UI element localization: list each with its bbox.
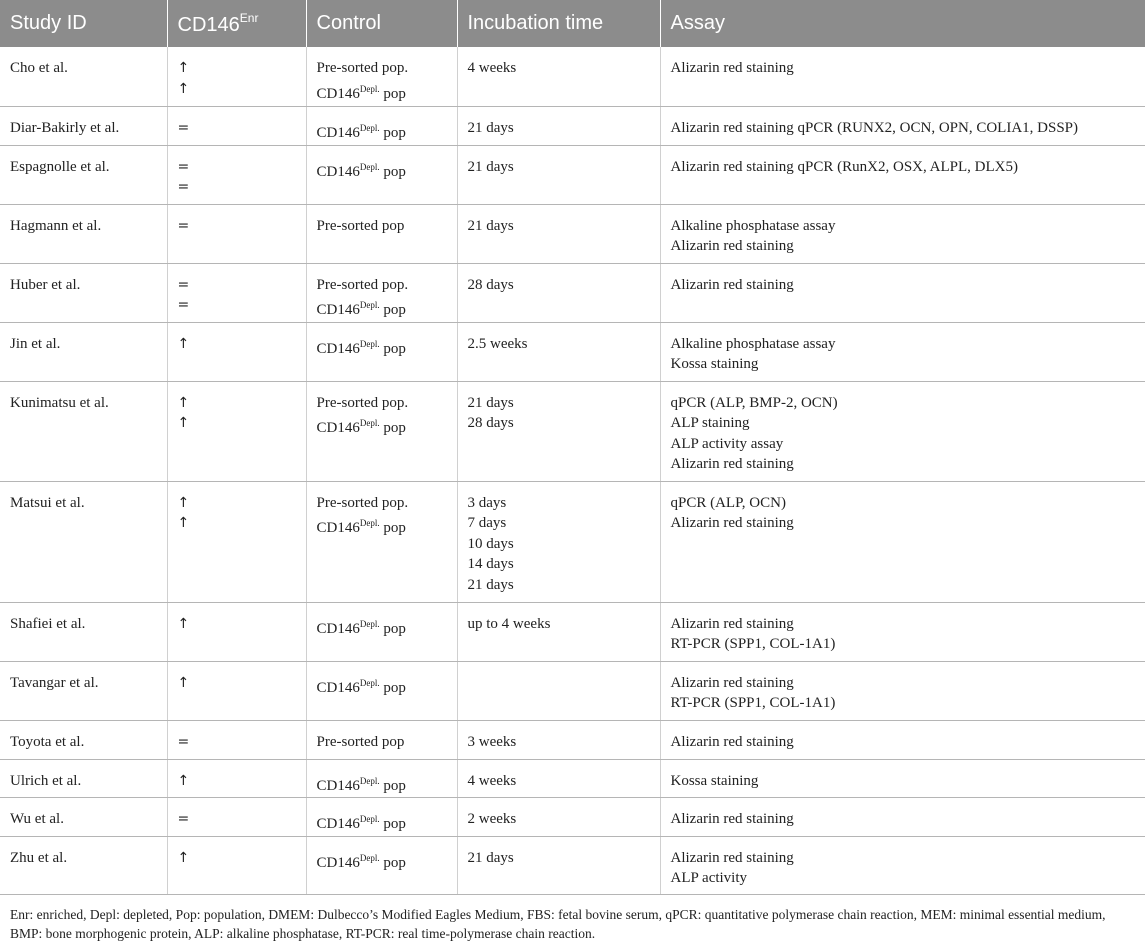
control-line xyxy=(317,334,447,360)
table-row xyxy=(0,381,1145,481)
study-name: Hagmann et al. xyxy=(10,217,102,234)
control-text: CD146 xyxy=(316,302,360,318)
control-line xyxy=(317,79,447,105)
study-name: Cho et al. xyxy=(10,60,68,76)
cell-incubation-time xyxy=(457,322,660,381)
assay-value: ALP activity xyxy=(670,870,748,886)
cell-assay xyxy=(660,797,1145,836)
cell-study-id xyxy=(0,720,167,759)
incubation-value: 10 days xyxy=(467,535,514,552)
table-row xyxy=(0,106,1145,145)
control-line xyxy=(317,493,447,514)
enrichment-symbol: ↑ xyxy=(177,515,190,531)
cell-control xyxy=(306,797,457,836)
enrichment-symbol: = xyxy=(177,119,190,136)
control-suffix: pop xyxy=(379,620,406,637)
control-line xyxy=(317,58,447,79)
enrichment-symbol: = xyxy=(177,297,190,313)
cell-cd146-enr xyxy=(167,481,306,602)
cell-incubation-time xyxy=(457,263,660,322)
depl-superscript: Depl. xyxy=(359,852,380,863)
assay-value: qPCR (ALP, BMP-2, OCN) xyxy=(670,394,838,411)
cell-study-id xyxy=(0,381,167,481)
control-line xyxy=(317,216,447,237)
cell-cd146-enr xyxy=(167,381,306,481)
study-name: Kunimatsu et al. xyxy=(10,394,109,411)
cell-incubation-time xyxy=(457,759,660,797)
cell-incubation-time xyxy=(457,47,660,106)
control-text: CD146 xyxy=(316,340,360,357)
cell-assay xyxy=(660,836,1145,894)
cell-control xyxy=(306,263,457,322)
table-row xyxy=(0,836,1145,894)
header-incubation-time: Incubation time xyxy=(457,0,660,47)
depl-superscript: Depl. xyxy=(359,418,380,428)
table-row xyxy=(0,661,1145,720)
study-name: Diar-Bakirly et al. xyxy=(10,119,120,136)
control-line xyxy=(317,513,447,539)
cell-study-id xyxy=(0,106,167,145)
cell-control xyxy=(306,106,457,145)
cell-assay xyxy=(660,145,1145,204)
table-row xyxy=(0,204,1145,263)
enrichment-symbol: = xyxy=(177,158,190,175)
incubation-value: up to 4 weeks xyxy=(467,615,551,632)
cell-assay xyxy=(660,481,1145,602)
cell-incubation-time xyxy=(457,836,660,894)
control-text: CD146 xyxy=(316,777,360,794)
enrichment-symbol: ↑ xyxy=(177,772,190,789)
incubation-value: 3 days xyxy=(467,494,507,511)
control-line xyxy=(317,413,447,439)
control-line xyxy=(317,275,447,296)
assay-value: Alizarin red staining xyxy=(670,60,794,76)
cell-study-id xyxy=(0,661,167,720)
incubation-value: 7 days xyxy=(467,515,507,531)
cell-incubation-time xyxy=(457,481,660,602)
assay-value: RT-PCR (SPP1, COL-1A1) xyxy=(670,636,836,652)
depl-superscript: Depl. xyxy=(359,338,380,349)
depl-superscript: Depl. xyxy=(359,518,380,528)
control-line xyxy=(317,848,447,874)
enrichment-symbol: = xyxy=(177,810,190,827)
study-name: Toyota et al. xyxy=(10,733,85,750)
cell-cd146-enr xyxy=(167,145,306,204)
incubation-value: 21 days xyxy=(467,158,514,175)
cell-study-id xyxy=(0,263,167,322)
cell-control xyxy=(306,322,457,381)
study-name: Huber et al. xyxy=(10,276,81,293)
study-name: Tavangar et al. xyxy=(10,674,99,691)
incubation-value: 21 days xyxy=(467,394,514,411)
incubation-value: 28 days xyxy=(467,276,514,293)
control-text: Pre-sorted pop. xyxy=(316,60,409,76)
table-footnote: Enr: enriched, Depl: depleted, Pop: population, DMEM: Dulbecco’s Modified Eagles Medium, FBS: fetal bovine serum, qPCR: quantitative polymerase chain reaction, MEM: minimal essential medium, BMP: bone morphogenic protein, ALP: alkaline phosphatase, RT-PCR: real time-polymerase chain reaction. xyxy=(10,907,1106,941)
table-row xyxy=(0,145,1145,204)
study-name: Matsui et al. xyxy=(10,494,85,511)
incubation-value: 28 days xyxy=(467,415,514,431)
cell-control xyxy=(306,661,457,720)
cell-incubation-time xyxy=(457,145,660,204)
incubation-value: 3 weeks xyxy=(467,733,517,750)
table-row xyxy=(0,263,1145,322)
depl-superscript: Depl. xyxy=(359,122,380,133)
enrichment-symbol: ↑ xyxy=(177,615,190,632)
cell-assay xyxy=(660,759,1145,797)
table-row xyxy=(0,322,1145,381)
cell-control xyxy=(306,720,457,759)
cell-cd146-enr xyxy=(167,602,306,661)
enrichment-symbol: ↑ xyxy=(177,60,190,76)
cell-study-id xyxy=(0,47,167,106)
assay-value: Alizarin red staining xyxy=(670,515,794,531)
enrichment-symbol: ↑ xyxy=(177,335,190,352)
assay-value: Alizarin red staining xyxy=(670,276,794,293)
control-text: Pre-sorted pop xyxy=(316,733,405,750)
cell-cd146-enr xyxy=(167,759,306,797)
cell-assay xyxy=(660,47,1145,106)
cell-cd146-enr xyxy=(167,322,306,381)
table-row xyxy=(0,797,1145,836)
cell-cd146-enr xyxy=(167,661,306,720)
control-line xyxy=(317,118,447,144)
enrichment-symbol: = xyxy=(177,217,190,234)
cell-control xyxy=(306,602,457,661)
control-suffix: pop xyxy=(379,854,406,871)
control-text: CD146 xyxy=(316,85,360,102)
control-suffix: pop xyxy=(379,679,406,696)
incubation-value: 14 days xyxy=(467,556,514,572)
cell-study-id xyxy=(0,797,167,836)
assay-value: ALP activity assay xyxy=(670,435,784,452)
control-suffix: pop xyxy=(379,777,406,794)
control-text: CD146 xyxy=(316,124,360,141)
incubation-value: 2 weeks xyxy=(467,810,517,827)
assay-value: RT-PCR (SPP1, COL-1A1) xyxy=(670,695,836,711)
header-control: Control xyxy=(306,0,457,47)
cell-assay xyxy=(660,263,1145,322)
depl-superscript: Depl. xyxy=(359,161,380,172)
control-text: CD146 xyxy=(316,420,360,436)
table-row xyxy=(0,481,1145,602)
incubation-value: 4 weeks xyxy=(467,60,517,76)
cell-incubation-time xyxy=(457,661,660,720)
cell-assay xyxy=(660,381,1145,481)
control-text: CD146 xyxy=(316,163,360,180)
cell-study-id xyxy=(0,481,167,602)
control-text: Pre-sorted pop. xyxy=(316,276,409,293)
control-text: CD146 xyxy=(316,815,360,832)
cell-incubation-time xyxy=(457,204,660,263)
cell-cd146-enr xyxy=(167,720,306,759)
assay-value: Alizarin red staining xyxy=(670,615,794,632)
assay-value: Alizarin red staining xyxy=(670,238,794,254)
table-row xyxy=(0,602,1145,661)
control-line xyxy=(317,295,447,321)
table-row xyxy=(0,47,1145,106)
cell-cd146-enr xyxy=(167,797,306,836)
cell-control xyxy=(306,145,457,204)
cell-study-id xyxy=(0,759,167,797)
assay-value: Kossa staining xyxy=(670,356,759,372)
control-suffix: pop xyxy=(379,340,406,357)
table-row xyxy=(0,720,1145,759)
study-name: Ulrich et al. xyxy=(10,772,82,789)
assay-value: Alizarin red staining xyxy=(670,733,794,750)
control-suffix: pop xyxy=(379,520,406,536)
incubation-value: 21 days xyxy=(467,849,514,866)
control-line xyxy=(317,614,447,640)
control-text: Pre-sorted pop. xyxy=(316,494,409,511)
cell-cd146-enr xyxy=(167,263,306,322)
depl-superscript: Depl. xyxy=(359,83,380,94)
cell-incubation-time xyxy=(457,602,660,661)
control-suffix: pop xyxy=(379,85,406,102)
enrichment-symbol: ↑ xyxy=(177,80,190,97)
incubation-value: 4 weeks xyxy=(467,772,517,789)
cell-cd146-enr xyxy=(167,47,306,106)
control-line xyxy=(317,732,447,753)
control-line xyxy=(317,393,447,414)
enrichment-symbol: = xyxy=(177,276,190,293)
cell-incubation-time xyxy=(457,381,660,481)
depl-superscript: Depl. xyxy=(359,677,380,688)
cell-cd146-enr xyxy=(167,836,306,894)
enrichment-symbol: ↑ xyxy=(177,674,190,691)
incubation-value: 21 days xyxy=(467,119,514,136)
cell-assay xyxy=(660,720,1145,759)
cell-control xyxy=(306,759,457,797)
control-suffix: pop xyxy=(379,302,406,318)
study-name: Shafiei et al. xyxy=(10,615,86,632)
cell-cd146-enr xyxy=(167,204,306,263)
cell-control xyxy=(306,47,457,106)
header-study-id: Study ID xyxy=(0,0,167,47)
cell-study-id xyxy=(0,145,167,204)
control-text: CD146 xyxy=(316,520,360,536)
control-suffix: pop xyxy=(379,815,406,832)
control-suffix: pop xyxy=(379,420,406,436)
cell-control xyxy=(306,836,457,894)
incubation-value: 21 days xyxy=(467,576,514,593)
table-body xyxy=(0,47,1145,894)
control-line xyxy=(317,157,447,183)
control-line xyxy=(317,771,447,797)
cell-assay xyxy=(660,322,1145,381)
assay-value: ALP staining xyxy=(670,415,750,431)
assay-value: Alizarin red staining xyxy=(670,810,794,827)
assay-value: Alkaline phosphatase assay xyxy=(670,335,836,352)
assay-value: Kossa staining xyxy=(670,772,759,789)
cell-study-id xyxy=(0,836,167,894)
cell-control xyxy=(306,381,457,481)
cell-assay xyxy=(660,602,1145,661)
incubation-value: 2.5 weeks xyxy=(467,335,528,352)
control-text: Pre-sorted pop. xyxy=(316,394,409,411)
header-assay: Assay xyxy=(660,0,1145,47)
control-text: CD146 xyxy=(316,620,360,637)
cell-control xyxy=(306,481,457,602)
enrichment-symbol: = xyxy=(177,733,190,750)
depl-superscript: Depl. xyxy=(359,618,380,629)
enrichment-symbol: ↑ xyxy=(177,494,190,511)
enrichment-symbol: = xyxy=(177,179,190,195)
assay-value: Alkaline phosphatase assay xyxy=(670,217,836,234)
table-header xyxy=(0,0,1145,47)
control-suffix: pop xyxy=(379,163,406,180)
assay-value: qPCR (ALP, OCN) xyxy=(670,494,786,511)
assay-value: Alizarin red staining xyxy=(670,674,794,691)
depl-superscript: Depl. xyxy=(359,813,380,824)
depl-superscript: Depl. xyxy=(359,300,380,310)
control-line xyxy=(317,809,447,835)
cell-incubation-time xyxy=(457,106,660,145)
enrichment-symbol: ↑ xyxy=(177,415,190,431)
assay-value: Alizarin red staining xyxy=(670,456,794,472)
cell-study-id xyxy=(0,602,167,661)
control-text: Pre-sorted pop xyxy=(316,217,405,234)
control-text: CD146 xyxy=(316,679,360,696)
control-suffix: pop xyxy=(379,124,406,141)
assay-value: Alizarin red staining xyxy=(670,849,794,866)
study-name: Jin et al. xyxy=(10,335,61,352)
cell-control xyxy=(306,204,457,263)
depl-superscript: Depl. xyxy=(359,775,380,786)
cell-incubation-time xyxy=(457,797,660,836)
incubation-value: 21 days xyxy=(467,217,514,234)
cell-assay xyxy=(660,661,1145,720)
header-cd146-enr: $CD146^{Enr}$ xyxy=(167,0,306,47)
cell-study-id xyxy=(0,204,167,263)
assay-value: Alizarin red staining qPCR (RUNX2, OCN, OPN, COLIA1, DSSP) xyxy=(670,119,1079,136)
cell-incubation-time xyxy=(457,720,660,759)
assay-value: Alizarin red staining qPCR (RunX2, OSX, ALPL, DLX5) xyxy=(670,158,1018,175)
study-name: Zhu et al. xyxy=(10,849,68,866)
cell-assay xyxy=(660,106,1145,145)
cell-study-id xyxy=(0,322,167,381)
study-name: Wu et al. xyxy=(10,810,64,827)
cell-assay xyxy=(660,204,1145,263)
control-line xyxy=(317,673,447,699)
table-row xyxy=(0,759,1145,797)
enrichment-symbol: ↑ xyxy=(177,849,190,866)
cell-cd146-enr xyxy=(167,106,306,145)
control-text: CD146 xyxy=(316,854,360,871)
enrichment-symbol: ↑ xyxy=(177,394,190,411)
study-name: Espagnolle et al. xyxy=(10,158,110,175)
